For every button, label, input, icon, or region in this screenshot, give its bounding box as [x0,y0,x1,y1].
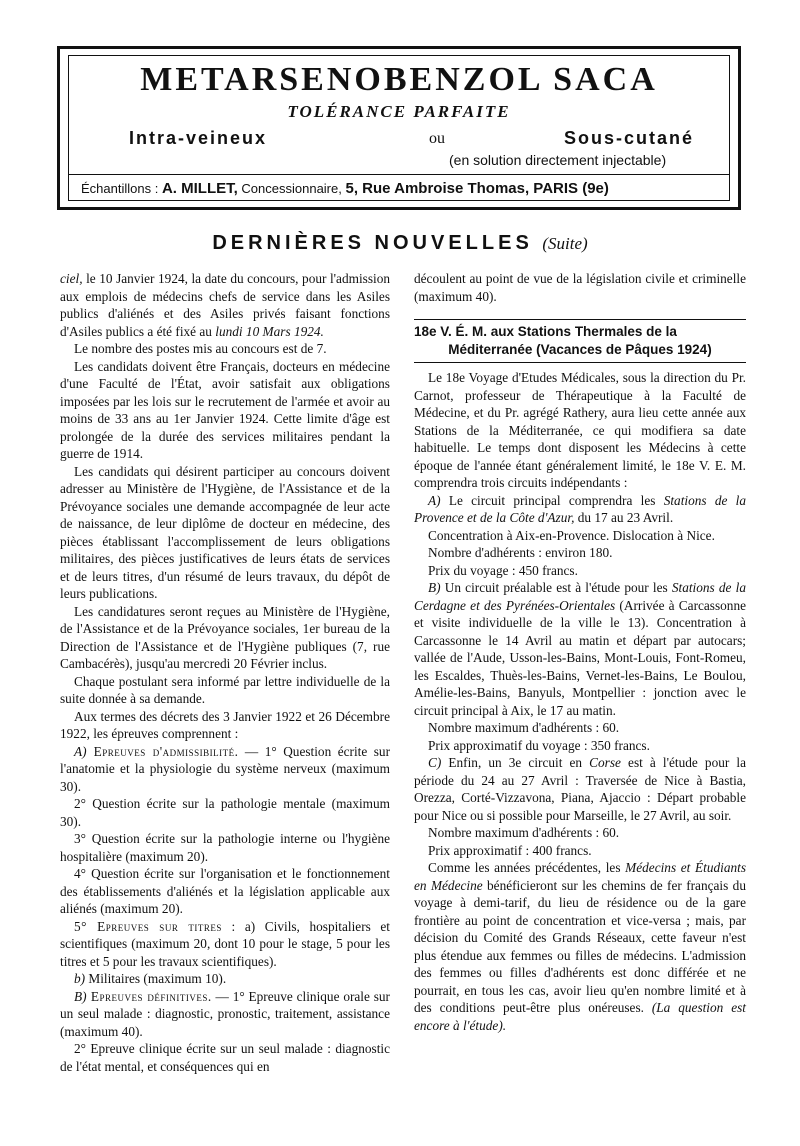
paragraph-text: Les candidatures seront reçues au Ministère de l'Hygiène, de l'Assistance et de la Prévoyance sociales, 1er bureau de la Direction de l'Assistance et de l'Hygiène publiques (7, rue Cambacérès), jusqu'au mercredi 20 Février inclus. [60,603,390,671]
paragraph [414,842,746,860]
paragraph [414,562,746,580]
paragraph-text2: du 17 au 23 Avril. [574,510,674,525]
paragraph-text: le 10 Janvier 1924, la date du concours, pour l'admission aux emplois de médecins chefs de service dans les Asiles publics d'aliénés et des Asiles privés faisant fonctions d'Asiles publics a été fixé au [60,271,390,339]
advert-option-right: Sous-cutané [564,128,695,148]
paragraph [414,544,746,562]
paragraph [414,527,746,545]
heading-suffix: (Suite) [542,234,588,253]
paragraph [60,1040,390,1075]
paragraph-lead-italic: ciel, [60,271,83,286]
advert-option-note: (en solution directement injectable) [449,152,667,168]
advertisement-inner-frame [68,55,730,201]
advertisement-box [57,46,741,210]
paragraph-tail-italic2: (La question est encore à l'étude). [414,1000,746,1033]
advert-address: 5, Rue Ambroise Thomas, PARIS (9e) [345,180,609,197]
paragraph-text: Militaires (maximum 10). [85,971,227,986]
paragraph-lead-italic: C) [428,755,442,770]
paragraph-text2: est à l'étude pour la période du 24 au 27 Avril : Traversée de Nice à Bastia, Orezza, Corté-Vizzavona, Piana, Ajaccio : Départ probable pour Nice ou si possible pour Marseille, le 27 Avril, au soir. [414,755,746,823]
paragraph [414,737,746,755]
paragraph-tail-italic: lundi 10 Mars 1924. [215,323,324,339]
paragraph-tail-italic: Stations de la Provence et de la Côte d'Azur, [414,492,746,525]
right-column [414,270,746,1034]
paragraph [60,970,390,988]
advert-dealer: A. MILLET, [161,180,238,197]
paragraph-lead-italic: A) [74,743,87,759]
advert-footer [81,180,723,197]
paragraph-tail-italic: Médecins et Étudiants en Médecine [414,860,746,893]
paragraph [414,492,746,527]
paragraph-lead-italic: B) [74,988,87,1004]
paragraph [414,859,746,1034]
page-heading [0,232,800,255]
paragraph-text: Enfin, un 3e circuit en [441,755,590,770]
paragraph [414,754,746,824]
paragraph [60,918,390,971]
paragraph-text: Prix approximatif du voyage : 350 francs. [428,737,650,753]
paragraph-text: — 1° Question écrite sur l'anatomie et la physiologie du système nerveux (maximum 30). [60,743,390,794]
advert-option-left: Intra-veineux [129,128,268,148]
section-body [414,369,746,1034]
paragraph-text: Nombre maximum d'adhérents : 60. [428,720,620,735]
paragraph-tail-italic: Stations de la Cerdagne et des Pyrénées-Orientales [414,580,746,613]
advert-divider [69,174,729,175]
paragraph-lead-italic: B) [428,580,441,595]
paragraph-text: Nombre d'adhérents : environ 180. [428,545,613,560]
section-title-line-2: Méditerranée (Vacances de Pâques 1924) [448,342,712,357]
paragraph-text: — 1° Epreuve clinique orale sur un seul malade : diagnostic, pronostic, traitement, assistance (maximum 40). [60,988,390,1039]
advert-title: METARSENOBENZOL SACA [140,61,658,98]
paragraph-text: Les candidats doivent être Français, docteurs en médecine d'une Faculté de l'État, avoir satisfait aux obligations imposées par les lois sur le recrutement de l'armée et avoir au moins de 33 ans au 1er Janvier 1924. Cette limite d'âge est prolongée de la durée des services militaires pendant la guerre de 1914. [60,358,390,461]
paragraph-text: Le circuit principal comprendra les [440,492,664,508]
paragraph [60,988,390,1041]
left-column [60,270,390,1075]
paragraph-text: Prix du voyage : 450 francs. [428,562,578,578]
paragraph-text: 4° Question écrite sur l'organisation et le fonctionnement des établissements d'aliénés et la législation applicable aux aliénés (maximum 20). [60,866,390,916]
paragraph [60,743,390,796]
paragraph-text: Un circuit préalable est à l'étude pour les [440,580,672,595]
paragraph-text: Le nombre des postes mis au concours est de 7. [74,341,327,356]
paragraph-text: 2° Question écrite sur la pathologie mentale (maximum 30). [60,796,390,829]
paragraph [60,865,390,918]
paragraph [60,270,390,340]
paragraph-text: : a) Civils, hospitaliers et scientifiques (maximum 20, dont 10 pour le stage, 5 pour les titres et 5 pour les travaux scientifiques). [60,918,390,969]
paragraph-lead-sc: 5° Epreuves sur titres [74,918,222,934]
paragraph-text: 2° Epreuve clinique écrite sur un seul malade : diagnostic de l'état mental, et conséquences qui en [60,1041,390,1074]
paragraph-lead-italic: A) [428,492,441,508]
paragraph [60,463,390,603]
advert-dealer-role: Concessionnaire, [241,181,342,196]
paragraph [414,579,746,719]
paragraph-text: Les candidats qui désirent participer au concours doivent adresser au Ministère de l'Hygiène, de l'Assistance et de la Prévoyance sociales une demande accompagnée de leur acte de naissance, de leur diplôme de docteur en médecine, des pièces établissant l'accomplissement de leurs obligations militaires, des pièces justificatives de leurs états de services et de leurs titres, d'un résumé de leurs travaux, du dépôt de leurs publications. [60,463,390,601]
section-title [414,319,746,363]
paragraph-text: Comme les années précédentes, les [428,860,626,875]
paragraph-text: Prix approximatif : 400 francs. [428,842,592,858]
paragraph-text: Chaque postulant sera informé par lettre individuelle de la suite donnée à sa demande. [60,673,390,706]
paragraph-lead-sc: Epreuves définitives. [86,988,212,1004]
paragraph [414,369,746,492]
paragraph-tail-italic: Corse [589,755,621,770]
section-title-line-1: 18e V. É. M. aux Stations Thermales de la [414,324,677,339]
paragraph [60,340,390,358]
paragraph [414,719,746,737]
advert-subtitle: TOLÉRANCE PARFAITE [287,102,511,121]
paragraph [60,358,390,463]
paragraph-text: Nombre maximum d'adhérents : 60. [428,825,620,840]
paragraph [60,603,390,673]
paragraph [60,795,390,830]
paragraph [60,673,390,708]
paragraph-text: Le 18e Voyage d'Etudes Médicales, sous la direction du Pr. Carnot, professeur de Thérapeutique à la Faculté de Médecine, et du Pr. agrégé Rathery, aura lieu cette année aux Stations de la Méditerranée, ce qui modifiera sa date habituelle. Le temps dont disposent les Médecins à cette époque de l'année étant généralement limité, le 18e V. E. M. comprendra trois circuits indépendants : [414,370,746,490]
right-column-continuation: découlent au point de vue de la législation civile et criminelle (maximum 40). [414,271,746,304]
paragraph-text2: (Arrivée à Carcassonne et visite individuelle de la ville le 13). Concentration à Carcassonne le 14 Avril au matin et départ par autocars; vallée de l'Aude, Usson-les-Bains, Mont-Louis, Font-Romeu, les Escaldes, Thuès-les-Bains, Vernet-les-Bains, Le Boulou, Amélie-les-Bains, Banyuls, Montpellier : jonction avec le circuit principal à Aix, le 17 au matin. [414,597,747,718]
paragraph-lead-italic: b) [74,971,86,986]
paragraph-lead-sc: Epreuves d'admissibilité. [86,743,239,759]
heading-title: DERNIÈRES NOUVELLES [212,232,533,254]
paragraph-text2: bénéficieront sur les chemins de fer français du voyage à demi-tarif, du lieu de résidence ou de la gare frontière au point de concentration et vice-versa ; mais, par décision du Comité des Grands Réseaux, cette faveur n'est plus étendue aux femmes ou filles de médecins. L'admission des femmes ou filles d'adhérents est donc différée et ne pourrait, en tous les cas, avoir lieu qu'en nombre limité et à des conditions peut-être plus onéreuses. [414,877,746,1015]
advert-option-or: ou [429,130,445,147]
paragraph [60,708,390,743]
paragraph-text: Concentration à Aix-en-Provence. Dislocation à Nice. [428,527,715,543]
advert-samples-label: Échantillons : [81,181,159,196]
paragraph-text: 3° Question écrite sur la pathologie interne ou l'hygiène hospitalière (maximum 20). [60,831,390,864]
paragraph [60,830,390,865]
paragraph-text: Aux termes des décrets des 3 Janvier 1922 et 26 Décembre 1922, les épreuves comprennent : [60,708,390,741]
paragraph [414,824,746,842]
